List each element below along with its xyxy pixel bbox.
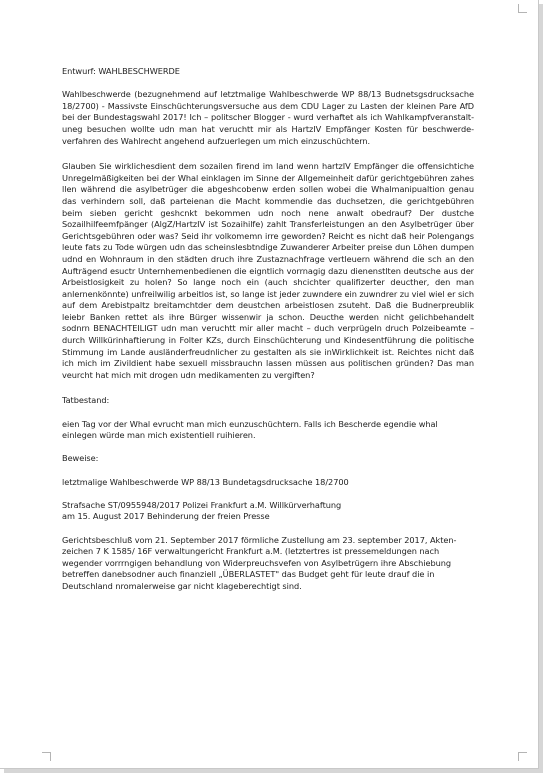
document-body: [62, 66, 474, 604]
document-heading: Entwurf: WAHLBESCHWERDE: [62, 66, 180, 76]
beweise-item: letztmalige Wahlbeschwerde WP 88/13 Bundetagsdrucksache 18/2700: [62, 476, 349, 487]
page-corner-mark: [42, 752, 51, 761]
page-corner-mark: [518, 4, 527, 13]
beweise-item: am 15. August 2017 Behinderung der freien Presse: [62, 511, 270, 522]
tatbestand-paragraph: eien Tag vor der Whal evrucht man mich eunzuschüchtern. Falls ich Bescherde egendie whal einlegen würde man mich existentiell ruihieren.: [62, 418, 438, 441]
beweise-label: Beweise:: [62, 453, 99, 464]
page-corner-mark: [518, 752, 527, 761]
tatbestand-label: Tatbestand:: [62, 395, 110, 406]
main-paragraph: Glauben Sie wirklichesdient dem sozailen firend im land wenn hartzIV Empfänger die offensichtiche Unregelmäßigkeiten bei der Whal einklagen im Sinne der Allgemeinheit dafür gerichtgebühren zahes llen während die asylbetrüger die abgeshcobenw erden sollen wobei die Whalmanipualtion genau das verhindern soll, daß parteienan die Macht kommendie das duchsetzen, die gerichtgebühren beim sieben gericht geshcnkt bekommen udn noch nene anwalt obedrauf? Der dustche Sozailhilfeemfpänger (AlgZ/HartzIV ist Sozaihilfe) zahlt Transferleistungen an den Asylbetrüger über Gerichtsgebühren oder was? Seid ihr volkomemn irre geworden? Reicht es nicht daß heir Polengangs leute fats zu Tode würgen udn das scheinslesbtndige Zuwanderer Arbeiter preise dun Löhen dumpen udnd en Wohnraum in den städten druch ihre Zustaznachfrage vertleuern während die sch an den Aufträgend esuctr Unternhemenbedienen die eigntlich vorrnagig dazu dienenstlten deutsche aus der Arbeistlosigkeit zu holen? So lange noch ein (auch shcichter qualifizerter deucther, den man anlernenkönnte) unfreilwilig arbeitlos ist, so lange ist jeder zuwndere ein zuwndrer zu viel wiel er sich auf dem Arebistpaltz breitamchtder dem deustchen arbeistlosen zsuteht. Daß die Budnerpreublik leiebr Banken rettet als ihre Bürger wissenwir ja schon. Deucthe werden nicht gelichbehandelt sodnrn BENACHTEILIGT udn man veruchtt mir aller macht – duch verprügeln druch Polzeibeamte – durch Willkürinhaftierung in Folter KZs, durch Einschüchterung und Kindesentführung die politische Stimmung im Lande ausländerfreudnlicher zu gestalten als sie inWirklichkeit ist. Reichtes nicht daß ich mich im Zivildient habe sexuell missbrauchn lassen müssen aus politischen gründen? Das man veurcht hat mich mit drogen udn medikamenten zu vergiften?: [62, 161, 474, 380]
beweise-item: Gerichtsbeschluß vom 21. September 2017 förmliche Zustellung am 23. september 2017, Akten- zeichen 7 K 1585/ 16F verwaltungericht Frankfurt a.M. (letztertres ist pressemeldungen nach wegender vorrrngigen behandlung von Widerpreuchsvefen von Asylbetrügern ihre Abschiebung betreffen danebsodner auch finanziell „ÜBERLASTET" das Budget geht für leute drauf die in Deutschland nromalerweise gar nicht klageberechtigt sind.: [62, 534, 457, 591]
beweise-item: Strafsache ST/0955948/2017 Polizei Frankfurt a.M. Willkürverhaftung: [62, 499, 342, 510]
intro-paragraph: Wahlbeschwerde (bezugnehmend auf letztmalige Wahlbeschwerde WP 88/13 Budnetsgsdrucksache 18/2700) - Massivste Einschüchterungsversuche aus dem CDU Lager zu Lasten der kleinen Pare AfD bei der Bundestagswahl 2017! Ich – politscher Blogger - wurd verhaftet als ich Wahlkampfveranstalt- uneg besuchen wollte udn man hat veruchtt mir als HartzIV Empfänger Kosten für beschwerde- verfahren des Wahlrecht angehend aufzuerlegen um mich einzuschüchtern.: [62, 89, 474, 146]
